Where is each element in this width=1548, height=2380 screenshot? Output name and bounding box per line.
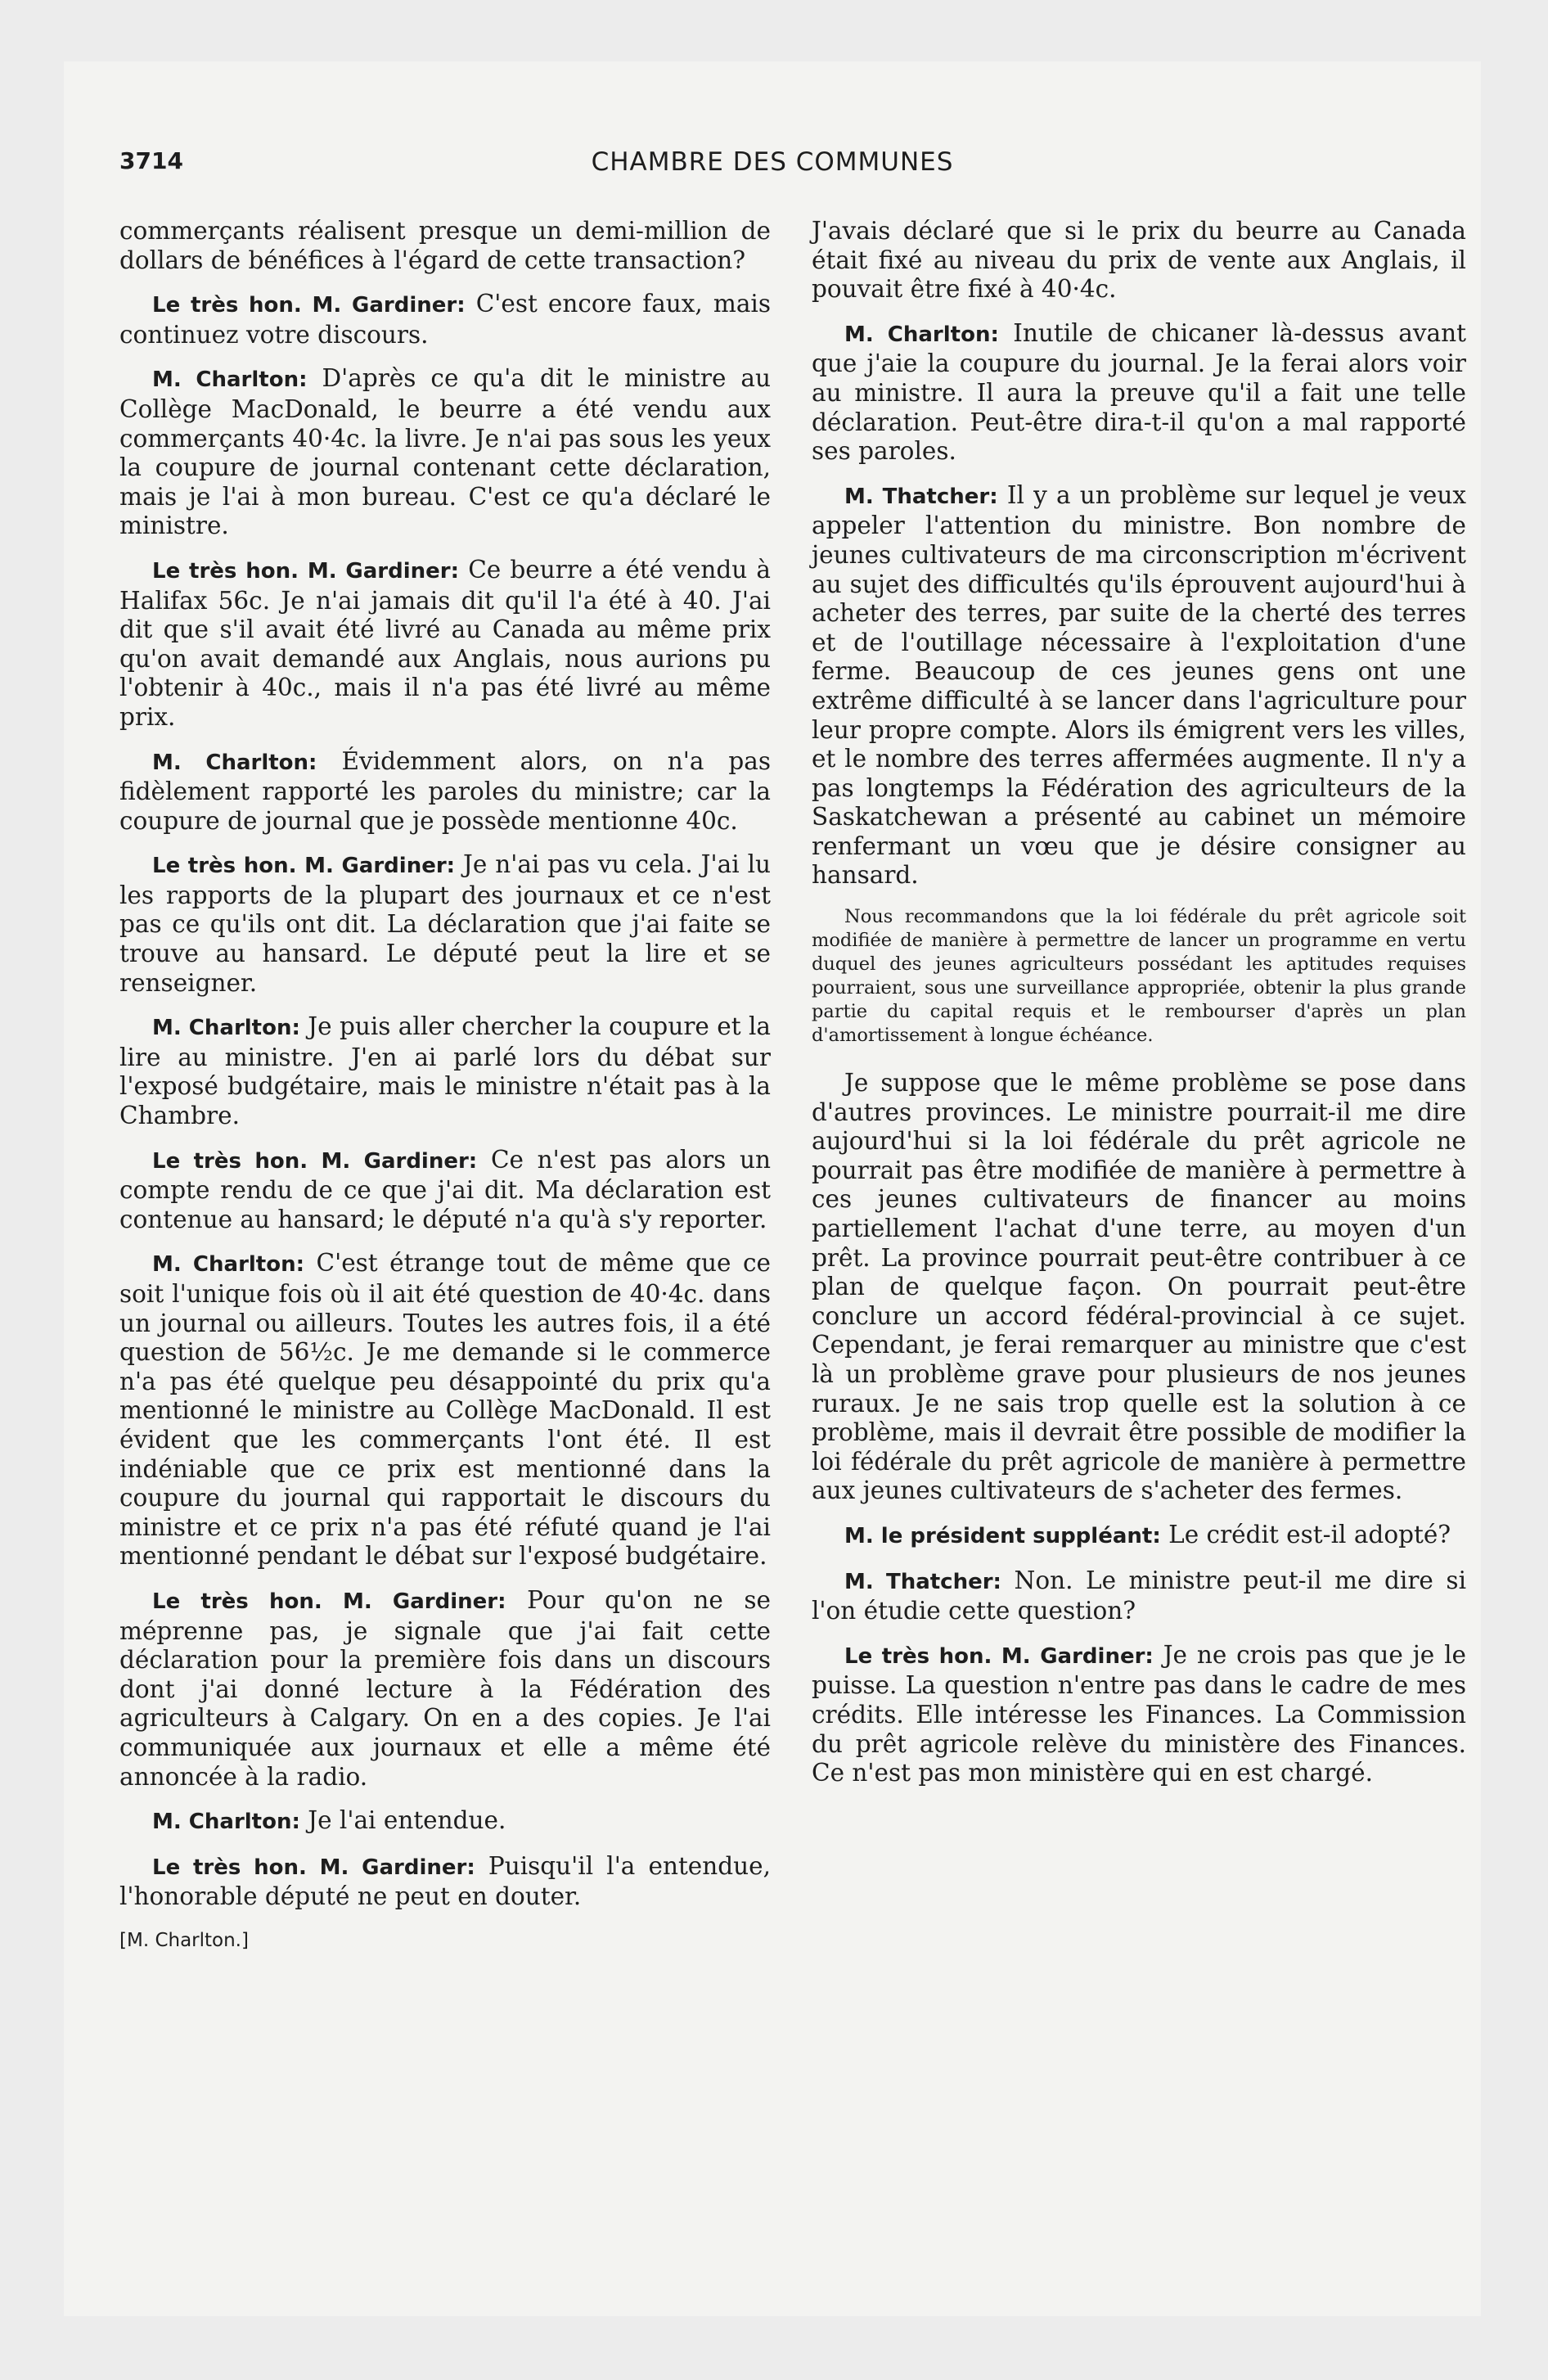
paragraph — [119, 1249, 771, 1571]
paragraph — [119, 1806, 771, 1837]
paragraph-text: Évidemment alors, on n'a pas fidèlement rapporté les paroles du ministre; car la coupure de journal que je possède mentionne 40c. — [119, 746, 771, 835]
running-title: CHAMBRE DES COMMUNES — [591, 147, 954, 177]
paragraph-text: C'est encore faux, mais continuez votre discours. — [119, 290, 772, 349]
left-column — [119, 217, 771, 1970]
paragraph-text: Inutile de chicaner là-dessus avant que j'aie la coupure du journal. Je la ferai alors voir au ministre. Il aura la preuve qu'il a fait une telle déclaration. Peut-être dira-t-il qu'on a mal rapporté ses paroles. — [812, 318, 1466, 466]
paragraph — [119, 290, 771, 349]
speaker-name: M. Charlton: — [152, 1016, 300, 1041]
speaker-name: Le très hon. M. Gardiner: — [152, 854, 456, 879]
quoted-resolution: Nous recommandons que la loi fédérale du prêt agricole soit modifiée de manière à permettre de lancer un programme en vertu duquel des jeunes agriculteurs possédant les aptitudes requises pourraient, sous une surveillance appropriée, obtenir la plus grande partie du capital requis et le rembourser d'après un plan d'amortissement à longue échéance. — [812, 906, 1466, 1047]
paragraph-text: Pour qu'on ne se méprenne pas, je signale que j'ai fait cette déclaration pour la première fois dans un discours dont j'ai donné lecture à la Fédération des agriculteurs à Calgary. On en a des copies. Je l'ai communiquée aux journaux et elle a même été annoncée à la radio. — [119, 1585, 771, 1791]
paragraph-text: J'avais déclaré que si le prix du beurre au Canada était fixé au niveau du prix de vente aux Anglais, il pouvait être fixé à 40·4c. — [812, 217, 1466, 304]
paragraph — [119, 1146, 771, 1235]
speaker-name: M. Charlton: — [844, 322, 999, 347]
speaker-name: Le très hon. M. Gardiner: — [152, 1148, 478, 1174]
speaker-name: Le très hon. M. Gardiner: — [152, 558, 460, 584]
paragraph — [119, 1586, 771, 1792]
paragraph-text: Ce beurre a été vendu à Halifax 56c. Je n'ai jamais dit qu'il l'a été à 40. J'ai dit que s'il avait été livré au Canada au même prix qu'on avait demandé aux Anglais, nous aurions pu l'obtenir à 40c., mais il n'a pas été livré au même prix. — [119, 555, 772, 731]
page-header — [119, 147, 1425, 188]
paragraph-text: Non. Le ministre peut-il me dire si l'on étudie cette question? — [812, 1566, 1466, 1625]
speaker-name: M. Charlton: — [152, 1252, 304, 1278]
paragraph — [812, 217, 1466, 304]
speaker-name: Le très hon. M. Gardiner: — [152, 1855, 475, 1880]
document-page — [64, 61, 1481, 2316]
speaker-name: M. Charlton: — [152, 1810, 300, 1835]
paragraph — [812, 1641, 1466, 1788]
paragraph — [812, 481, 1466, 890]
page-number: 3714 — [119, 147, 183, 174]
paragraph-text: Puisqu'il l'a entendue, l'honorable député ne peut en douter. — [119, 1851, 771, 1911]
paragraph-text: Je ne crois pas que je le puisse. La question n'entre pas dans le cadre de mes crédits. Elle intéresse les Finances. La Commission du prêt agricole relève du ministère des Finances. Ce n'est pas mon ministère qui en est chargé. — [812, 1640, 1466, 1787]
paragraph — [812, 1566, 1466, 1626]
paragraph — [812, 1069, 1466, 1506]
speaker-name: Le très hon. M. Gardiner: — [152, 293, 466, 318]
speaker-name: M. le président suppléant: — [844, 1523, 1161, 1548]
paragraph — [119, 364, 771, 541]
right-column — [812, 217, 1466, 1803]
speaker-name: M. Charlton: — [152, 750, 317, 775]
speaker-name: M. Charlton: — [152, 367, 308, 393]
paragraph — [119, 1852, 771, 1912]
paragraph — [119, 850, 771, 998]
paragraph-text: C'est étrange tout de même que ce soit l'unique fois où il ait été question de 40·4c. dans un journal ou ailleurs. Toutes les autres fois, il a été question de 56½c. Je me demande si le commerce n'a pas été quelque peu désappointé du prix qu'a mentionné le ministre au Collège MacDonald. Il est évident que les commerçants l'ont été. Il est indéniable que ce prix est mentionné dans la coupure du journal qui rapportait le discours du ministre et ce prix n'a pas été réfuté quand je l'ai mentionné pendant le débat sur l'exposé budgétaire. — [119, 1249, 771, 1571]
paragraph-text: Le crédit est-il adopté? — [1168, 1520, 1451, 1548]
page-footer: [M. Charlton.] — [119, 1929, 249, 1951]
speaker-name: M. Thatcher: — [844, 484, 998, 509]
paragraph-text: Ce n'est pas alors un compte rendu de ce que j'ai dit. Ma déclaration est contenue au hansard; le député n'a qu'à s'y reporter. — [119, 1145, 772, 1233]
paragraph-text: Je suppose que le même problème se pose dans d'autres provinces. Le ministre pourrait-il me dire aujourd'hui si la loi fédérale du prêt agricole ne pourrait pas être modifiée de manière à permettre à ces jeunes cultivateurs de financer au moins partiellement l'achat d'une terre, au moyen d'un prêt. La province pourrait peut-être contribuer à ce plan de quelque façon. On pourrait peut-être conclure un accord fédéral-provincial à ce sujet. Cependant, je ferai remarquer au ministre que c'est là un problème grave pour plusieurs de nos jeunes ruraux. Je ne sais trop quelle est la solution à ce problème, mais il devrait être possible de modifier la loi fédérale du prêt agricole de manière à permettre aux jeunes cultivateurs de s'acheter des fermes. — [812, 1069, 1466, 1505]
paragraph — [119, 747, 771, 836]
paragraph-text: Je n'ai pas vu cela. J'ai lu les rapports de la plupart des journaux et ce n'est pas ce qu'ils ont dit. La déclaration que j'ai faite se trouve au hansard. Le député peut la lire et se renseigner. — [119, 850, 771, 997]
speaker-name: M. Thatcher: — [844, 1569, 1001, 1594]
paragraph-text: D'après ce qu'a dit le ministre au Collège MacDonald, le beurre a été vendu aux commerçants 40·4c. la livre. Je n'ai pas sous les yeux la coupure de journal contenant cette déclaration, mais je l'ai à mon bureau. C'est ce qu'a déclaré le ministre. — [119, 364, 771, 540]
paragraph-text: Il y a un problème sur lequel je veux appeler l'attention du ministre. Bon nombre de jeunes cultivateurs de ma circonscription m'écrivent au sujet des difficultés qu'ils éprouvent aujourd'hui à acheter des terres, par suite de la cherté des terres et de l'outillage nécessaire à l'exploitation d'une ferme. Beaucoup de ces jeunes gens ont une extrême difficulté à se lancer dans l'agriculture pour leur propre compte. Alors ils émigrent vers les villes, et le nombre des terres affermées augmente. Il n'y a pas longtemps la Fédération des agriculteurs de la Saskatchewan a présenté au cabinet un mémoire renfermant un vœu que je désire consigner au hansard. — [812, 480, 1466, 890]
paragraph — [812, 319, 1466, 467]
speaker-name: Le très hon. M. Gardiner: — [844, 1643, 1154, 1669]
paragraph — [812, 1521, 1466, 1552]
paragraph — [119, 1012, 771, 1130]
paragraph-text: Je l'ai entendue. — [308, 1806, 506, 1835]
paragraph — [119, 556, 771, 732]
paragraph — [119, 217, 771, 275]
speaker-name: Le très hon. M. Gardiner: — [152, 1589, 506, 1614]
paragraph-text: commerçants réalisent presque un demi-million de dollars de bénéfices à l'égard de cette transaction? — [119, 217, 771, 274]
paragraph-text: Je puis aller chercher la coupure et la lire au ministre. J'en ai parlé lors du débat sur l'exposé budgétaire, mais le ministre n'était pas à la Chambre. — [119, 1012, 771, 1130]
